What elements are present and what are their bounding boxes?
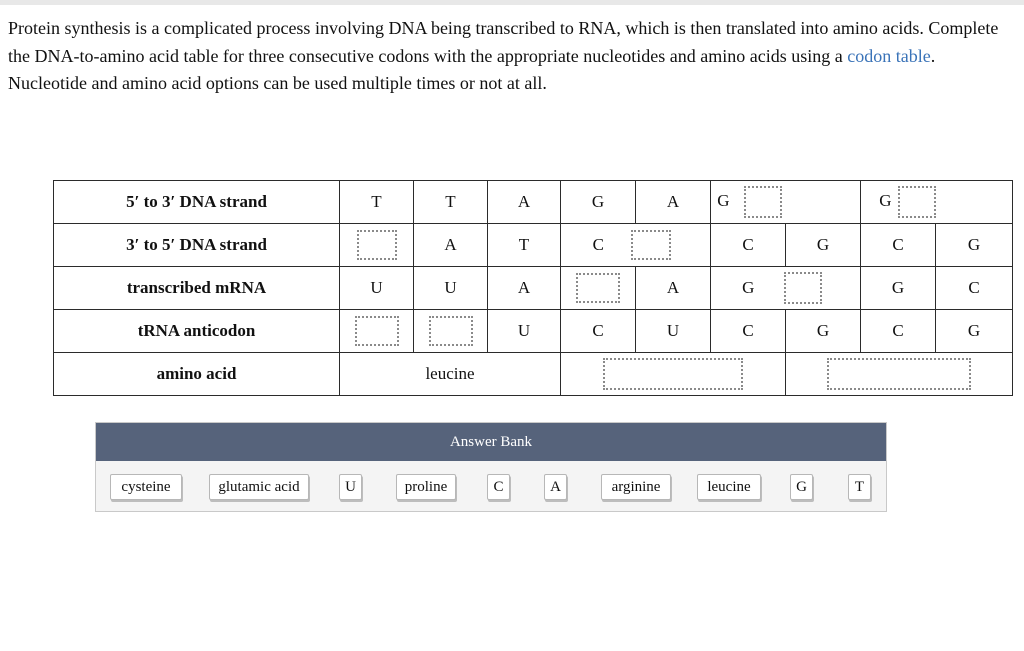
cell-r3-c6 xyxy=(711,267,786,310)
tile-c[interactable]: C xyxy=(487,474,510,500)
tile-glutamic-acid[interactable]: glutamic acid xyxy=(209,474,309,500)
cell-r4-c2 xyxy=(414,310,488,353)
answer-bank xyxy=(95,422,887,512)
cell-r1-c9-empty xyxy=(936,181,1013,224)
tile-g[interactable]: G xyxy=(790,474,813,500)
cell-r3-c2: U xyxy=(414,267,488,310)
tile-proline[interactable]: proline xyxy=(396,474,456,500)
cell-r4-c6: C xyxy=(711,310,786,353)
drop-target-r1-c9[interactable] xyxy=(898,186,936,218)
cell-r1-c8-text: G xyxy=(879,190,892,210)
answer-bank-title: Answer Bank xyxy=(96,423,886,461)
row-label-mrna: transcribed mRNA xyxy=(54,267,340,310)
cell-r1-c2: T xyxy=(414,181,488,224)
row-label-3to5: 3′ to 5′ DNA strand xyxy=(54,224,340,267)
drop-target-r2-c5[interactable] xyxy=(631,230,671,260)
cell-r1-c1: T xyxy=(340,181,414,224)
drop-target-r2-c1[interactable] xyxy=(357,230,397,260)
question-text-part2: . Nucleotide and amino acid options can be used multiple times or not at all. xyxy=(8,45,936,93)
cell-r1-c6-text: G xyxy=(717,190,730,210)
drop-target-r1-c7[interactable] xyxy=(744,186,782,218)
cell-r3-c9: C xyxy=(936,267,1013,310)
answer-bank-tiles xyxy=(96,461,886,511)
cell-r1-c5: A xyxy=(636,181,711,224)
dna-table xyxy=(53,180,1013,396)
question-text-part1: Protein synthesis is a complicated process involving DNA being transcribed to RNA, which is then translated into amino acids. Complete the DNA-to-amino acid table for three consecutive codons with the appropriate nucleotides and amino acids using a xyxy=(8,18,999,66)
row-label-5to3: 5′ to 3′ DNA strand xyxy=(54,181,340,224)
question-text xyxy=(8,15,1013,98)
cell-r2-c2: A xyxy=(414,224,488,267)
cell-r3-c8: G xyxy=(861,267,936,310)
cell-r4-c5: U xyxy=(636,310,711,353)
amino-acid-codon1: leucine xyxy=(340,353,561,396)
row-label-amino: amino acid xyxy=(54,353,340,396)
drop-target-r4-c2[interactable] xyxy=(429,316,473,346)
cell-r2-c6: C xyxy=(711,224,786,267)
cell-r2-c5 xyxy=(636,224,711,267)
cell-r3-c4 xyxy=(561,267,636,310)
tile-cysteine[interactable]: cysteine xyxy=(110,474,182,500)
cell-r2-c1 xyxy=(340,224,414,267)
tile-t[interactable]: T xyxy=(848,474,871,500)
amino-acid-codon3 xyxy=(786,353,1013,396)
cell-r2-c4-text: C xyxy=(592,235,604,254)
tile-a[interactable]: A xyxy=(544,474,567,500)
cell-r3-c1: U xyxy=(340,267,414,310)
cell-r4-c9: G xyxy=(936,310,1013,353)
drop-target-r3-c7[interactable] xyxy=(784,272,822,304)
cell-r3-c3: A xyxy=(488,267,561,310)
cell-r2-c4 xyxy=(561,224,636,267)
row-mrna xyxy=(54,267,1013,310)
amino-acid-codon2 xyxy=(561,353,786,396)
cell-r4-c3: U xyxy=(488,310,561,353)
cell-r2-c9: G xyxy=(936,224,1013,267)
cell-r1-c6 xyxy=(711,181,786,224)
cell-r2-c3: T xyxy=(488,224,561,267)
top-bar xyxy=(0,0,1024,5)
cell-r4-c7: G xyxy=(786,310,861,353)
cell-r1-c3: A xyxy=(488,181,561,224)
drop-target-r4-c1[interactable] xyxy=(355,316,399,346)
cell-r1-c7-empty xyxy=(786,181,861,224)
row-label-trna: tRNA anticodon xyxy=(54,310,340,353)
cell-r4-c8: C xyxy=(861,310,936,353)
cell-r3-c7 xyxy=(786,267,861,310)
row-amino-acid xyxy=(54,353,1013,396)
drop-target-r3-c4[interactable] xyxy=(576,273,620,303)
cell-r2-c7: G xyxy=(786,224,861,267)
cell-r1-c4: G xyxy=(561,181,636,224)
row-5to3-dna xyxy=(54,181,1013,224)
tile-leucine[interactable]: leucine xyxy=(697,474,761,500)
cell-r4-c4: C xyxy=(561,310,636,353)
cell-r1-c8 xyxy=(861,181,936,224)
tile-u[interactable]: U xyxy=(339,474,362,500)
row-3to5-dna xyxy=(54,224,1013,267)
cell-r4-c1 xyxy=(340,310,414,353)
cell-r3-c5: A xyxy=(636,267,711,310)
drop-target-amino2[interactable] xyxy=(603,358,743,390)
drop-target-amino3[interactable] xyxy=(827,358,971,390)
cell-r3-c6-text: G xyxy=(742,278,755,297)
row-trna xyxy=(54,310,1013,353)
cell-r2-c8: C xyxy=(861,224,936,267)
tile-arginine[interactable]: arginine xyxy=(601,474,671,500)
codon-table-link[interactable]: codon table xyxy=(847,45,931,66)
